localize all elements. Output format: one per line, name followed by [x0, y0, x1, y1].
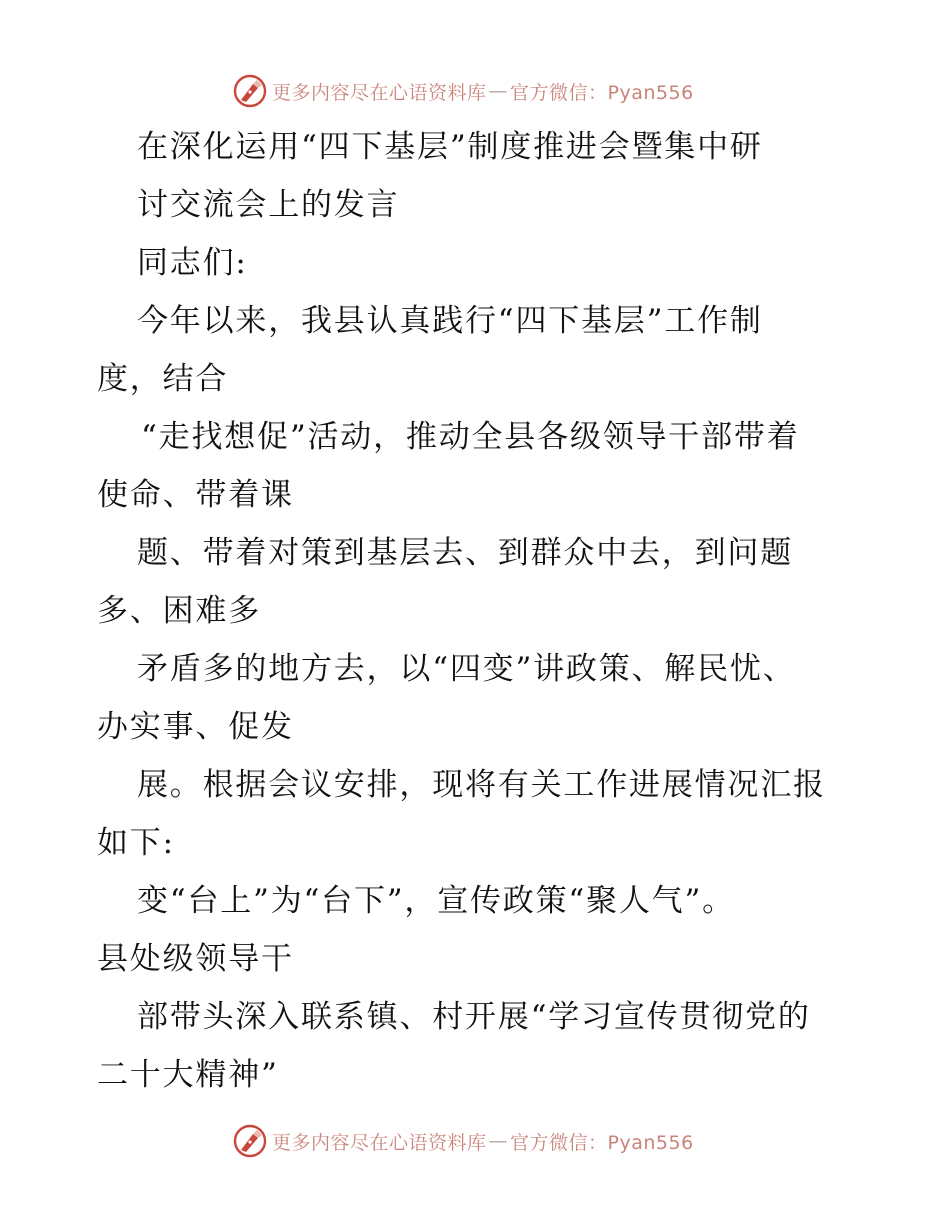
- paragraph-line: 办实事、促发: [97, 709, 294, 745]
- paragraph-line: 二十大精神”: [97, 1057, 279, 1093]
- paragraph-line: 题、带着对策到基层去、到群众中去，到问题: [137, 535, 793, 571]
- paragraph-line: 变“台上”为“台下”，宣传政策“聚人气”。: [137, 883, 735, 919]
- pen-nib-logo-icon: [232, 1123, 268, 1159]
- paragraph-line: 展。根据会议安排，现将有关工作进展情况汇报: [137, 767, 826, 803]
- document-title-line-2: 讨交流会上的发言: [137, 187, 400, 223]
- paragraph-line: 使命、带着课: [97, 477, 294, 513]
- document-title-line-1: 在深化运用“四下基层”制度推进会暨集中研: [137, 129, 763, 165]
- watermark-separator: —: [488, 80, 509, 102]
- watermark-contact-text: 官方微信：Pyan556: [510, 1131, 694, 1154]
- header-watermark: [232, 71, 694, 111]
- paragraph-line: 度，结合: [97, 361, 229, 397]
- paragraph-line: 矛盾多的地方去，以“四变”讲政策、解民忧、: [137, 651, 796, 687]
- paragraph-line: 今年以来，我县认真践行“四下基层”工作制: [137, 303, 763, 339]
- watermark-separator: —: [488, 1130, 509, 1152]
- watermark-main-text: 更多内容尽在心语资料库: [272, 1131, 487, 1154]
- salutation: 同志们:: [137, 245, 248, 281]
- watermark-main-text: 更多内容尽在心语资料库: [272, 81, 487, 104]
- paragraph-line: 如下:: [97, 825, 175, 861]
- watermark-contact-text: 官方微信：Pyan556: [510, 81, 694, 104]
- footer-watermark: [232, 1121, 694, 1161]
- pen-nib-logo-icon: [232, 73, 268, 109]
- paragraph-line: 多、困难多: [97, 593, 261, 629]
- paragraph-line: 县处级领导干: [97, 941, 294, 977]
- paragraph-line: “走找想促”活动，推动全县各级领导干部带着: [141, 419, 800, 455]
- paragraph-line: 部带头深入联系镇、村开展“学习宣传贯彻党的: [137, 999, 811, 1035]
